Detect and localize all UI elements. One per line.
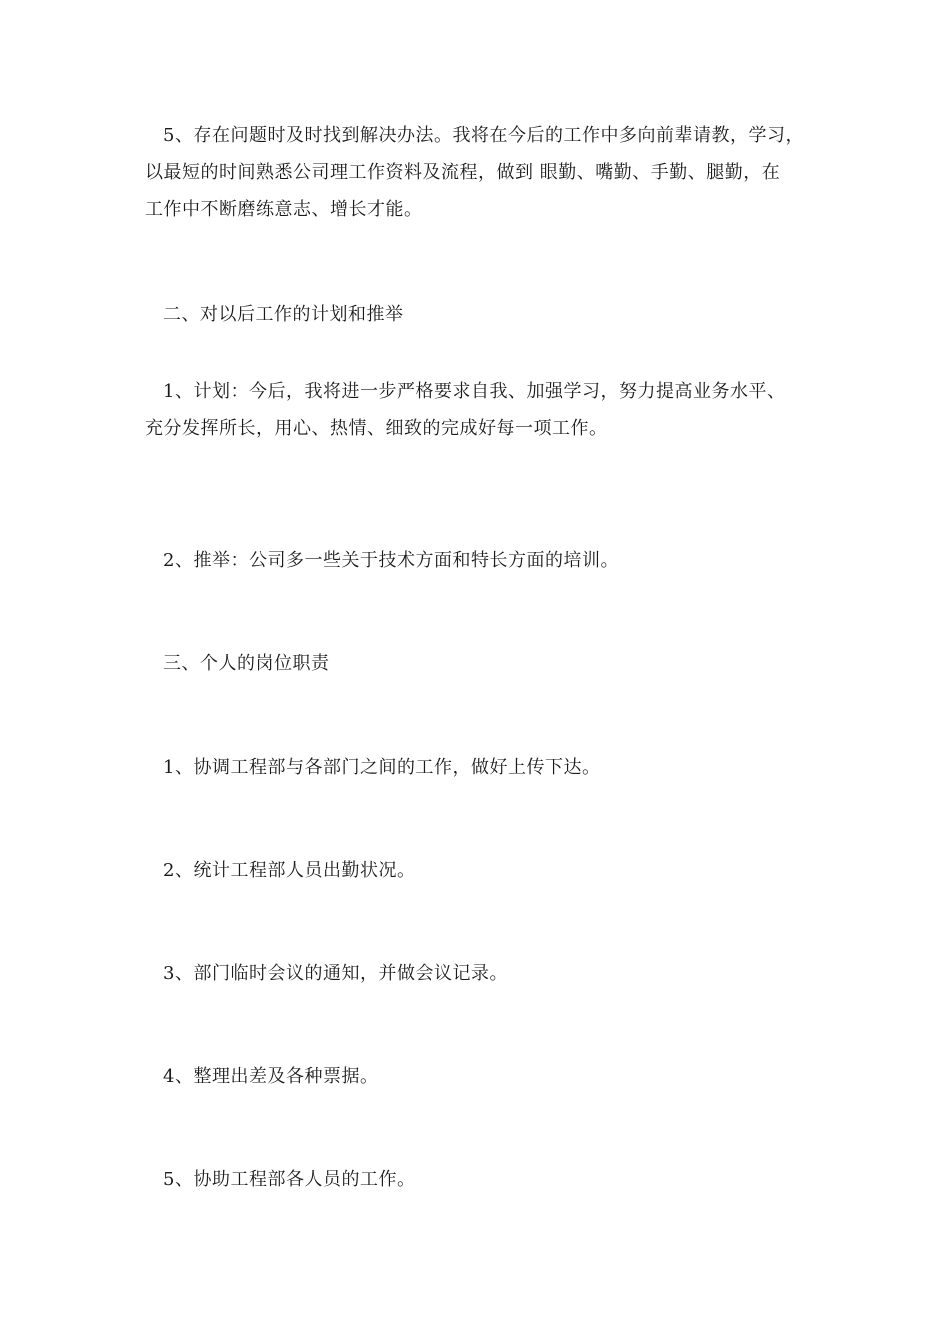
text-line: 工作中不断磨练意志、增长才能。 [145, 199, 423, 220]
text-line: 三、个人的岗位职责 [163, 653, 330, 674]
text-line: 2、推举：公司多一些关于技术方面和特长方面的培训。 [163, 550, 619, 571]
text-line: 3、部门临时会议的通知，并做会议记录。 [163, 963, 508, 984]
text-line: 1、计划：今后，我将进一步严格要求自我、加强学习，努力提高业务水平、 [163, 381, 786, 402]
text-line: 1、协调工程部与各部门之间的工作，做好上传下达。 [163, 757, 601, 778]
paragraph-recommendation [145, 542, 815, 579]
text-line: 5、存在问题时及时找到解决办法。我将在今后的工作中多向前辈请教，学习， [163, 125, 804, 146]
text-line: 5、协助工程部各人员的工作。 [163, 1169, 416, 1190]
section-heading-plan [145, 296, 815, 333]
text-line: 2、统计工程部人员出勤状况。 [163, 860, 416, 881]
duty-item-3 [145, 955, 815, 992]
text-line: 4、整理出差及各种票据。 [163, 1066, 379, 1087]
paragraph-plan [145, 373, 815, 447]
duty-item-4 [145, 1058, 815, 1095]
duty-item-5 [145, 1161, 815, 1198]
text-line: 二、对以后工作的计划和推举 [163, 304, 404, 325]
text-line: 充分发挥所长，用心、热情、细致的完成好每一项工作。 [145, 418, 608, 439]
paragraph-problem-solving [145, 117, 815, 228]
duty-item-1 [145, 749, 815, 786]
duty-item-2 [145, 852, 815, 889]
text-line: 以最短的时间熟悉公司理工作资料及流程，做到 眼勤、嘴勤、手勤、腿勤，在 [145, 162, 781, 183]
section-heading-duties [145, 645, 815, 682]
